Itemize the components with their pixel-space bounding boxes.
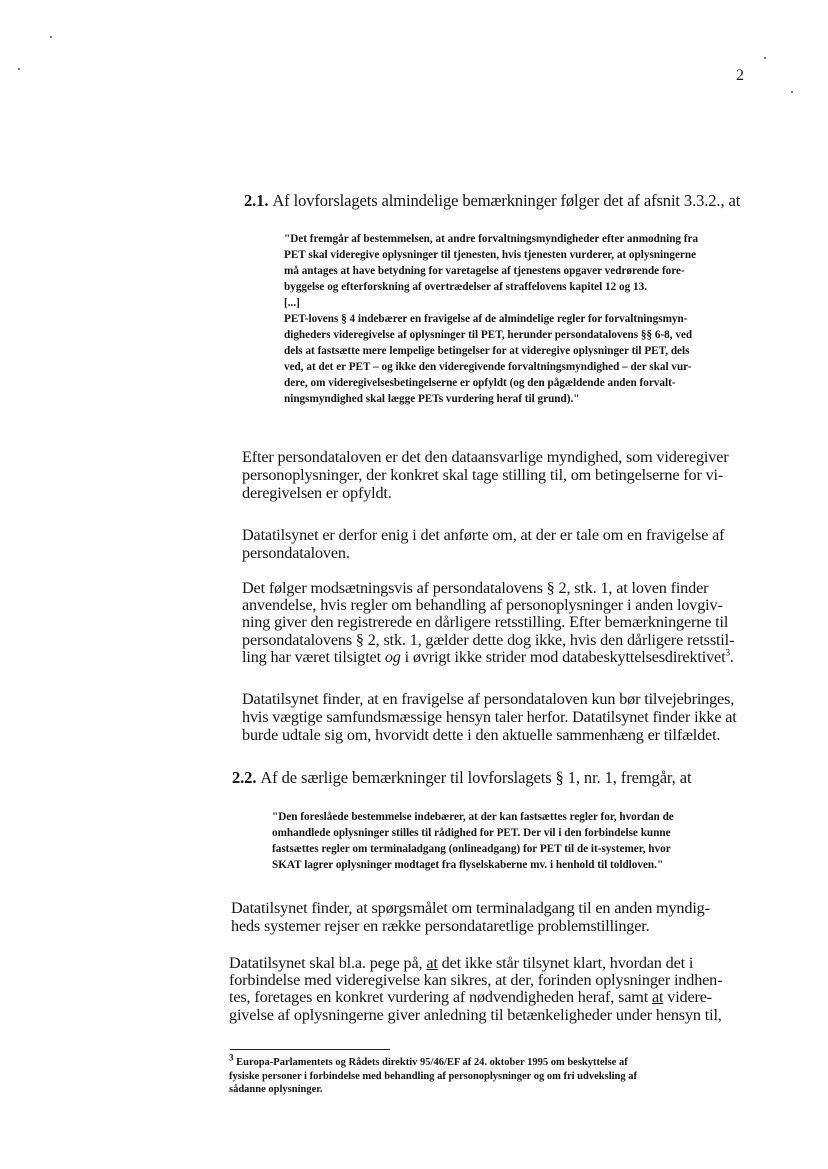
footnote-line: sådanne oplysninger. — [229, 1084, 323, 1095]
footnote-reference[interactable]: 3 — [725, 647, 730, 658]
paragraph-line: hvis vægtige samfundsmæssige hensyn taler herfor. Datatilsynet finder ikke at — [242, 707, 737, 726]
quote-line: dere, om videregivelsesbetingelserne er opfyldt (og den pågældende anden forvalt- — [284, 377, 676, 389]
footnote-line: fysiske personer i forbindelse med behandling af personoplysninger og om fri udveksling af — [229, 1070, 637, 1082]
scan-speck — [764, 57, 766, 59]
text-run: ling har været tilsigtet — [242, 647, 385, 666]
italic-text: og — [384, 647, 401, 666]
quote-line: [...] — [284, 297, 300, 309]
paragraph-line: Datatilsynet finder, at spørgsmålet om terminaladgang til en anden myndig- — [231, 899, 710, 917]
paragraph-line: heds systemer rejser en række persondataretlige problemstillinger. — [231, 916, 650, 935]
paragraph-line: Det følger modsætningsvis af persondatalovens § 2, stk. 1, at loven finder — [242, 579, 709, 597]
text-run: videre- — [663, 988, 713, 1007]
page-number: 2 — [736, 67, 744, 84]
quote-block-2-1 — [284, 231, 756, 407]
footnote-text: Europa-Parlamentets og Rådets direktiv 95/46/EF af 24. oktober 1995 om beskyttelse af — [233, 1057, 628, 1068]
paragraph-4 — [242, 691, 738, 744]
quote-line: digheders videregivelse af oplysninger til PET, herunder persondatalovens §§ 6-8, ved — [284, 329, 693, 341]
paragraph-line: deregivelsen er opfyldt. — [242, 483, 392, 502]
quote-line: fastsættes regler om terminaladgang (onlineadgang) for PET til de it-systemer, hvor — [272, 843, 671, 855]
section-number: 2.2. — [232, 768, 257, 787]
paragraph-line — [229, 989, 725, 1006]
paragraph-line: Efter persondataloven er det den dataansvarlige myndighed, som videregiver — [242, 448, 729, 466]
paragraph-line: personoplysninger, der konkret skal tage stilling til, om betingelserne for vi- — [242, 465, 724, 484]
paragraph-line — [242, 649, 738, 666]
quote-line: ved, at det er PET – og ikke den videregivende forvaltningsmyndighed – der skal vur- — [284, 361, 692, 373]
paragraph-line: Datatilsynet er derfor enig i det anførte om, at der er tale om en fravigelse af — [242, 526, 725, 544]
quote-line: PET-lovens § 4 indebærer en fravigelse af de almindelige regler for forvaltningsmyn- — [284, 313, 688, 325]
paragraph-line: givelse af oplysningerne giver anledning til betænkeligheder under hensyn til, — [229, 1005, 722, 1024]
paragraph-line: burde udtale sig om, hvorvidt dette i den aktuelle sammenhæng er tilfældet. — [242, 725, 721, 744]
quote-line: SKAT lagrer oplysninger modtaget fra flyselskaberne mv. i henhold til toldloven." — [272, 859, 664, 871]
section-2-2-heading — [232, 768, 752, 788]
text-run: tes, foretages en konkret vurdering af nødvendigheden heraf, samt — [229, 988, 652, 1007]
paragraph-line: persondataloven. — [242, 543, 350, 562]
paragraph-line — [229, 955, 725, 972]
text-run: . — [729, 647, 734, 666]
scan-speck — [18, 68, 20, 70]
section-heading-text: Af de særlige bemærkninger til lovforslagets § 1, nr. 1, fremgår, at — [260, 768, 692, 787]
quote-line: PET skal videregive oplysninger til tjenesten, hvis tjenesten vurderer, at oplysningerne — [284, 249, 697, 261]
scan-speck — [50, 36, 52, 38]
footnote-divider — [230, 1049, 390, 1050]
paragraph-line: Datatilsynet finder, at en fravigelse af persondataloven kun bør tilvejebringes, — [242, 690, 735, 708]
quote-line: "Det fremgår af bestemmelsen, at andre forvaltningsmyndigheder efter anmodning fra — [284, 233, 699, 245]
underlined-text: at — [426, 954, 438, 972]
paragraph-3 — [242, 580, 738, 666]
scan-speck — [791, 91, 793, 93]
text-run: Datatilsynet skal bl.a. pege på, — [229, 954, 427, 972]
paragraph-line: ning giver den registrerede en dårligere retsstilling. Efter bemærkningerne til — [242, 613, 729, 632]
paragraph-5 — [231, 900, 727, 936]
footnote-marker: 3 — [229, 1052, 234, 1063]
paragraph-line: anvendelse, hvis regler om behandling af personoplysninger i anden lovgiv- — [242, 596, 723, 615]
underlined-text: at — [651, 988, 664, 1007]
quote-line: må antages at have betydning for varetagelse af tjenestens opgaver vedrørende fore- — [284, 265, 685, 277]
quote-line: ningsmyndighed skal lægge PETs vurdering heraf til grund)." — [284, 393, 580, 405]
text-run: i øvrigt ikke strider mod databeskyttelsesdirektivet — [400, 647, 726, 666]
footnote-line — [229, 1052, 729, 1070]
paragraph-6 — [229, 955, 725, 1024]
text-run: det ikke står tilsynet klart, hvordan det i — [437, 954, 694, 972]
paragraph-2 — [242, 527, 738, 563]
quote-block-2-2 — [272, 809, 744, 873]
paragraph-line: persondatalovens § 2, stk. 1, gælder dette dog ikke, hvis den dårligere retsstil- — [242, 630, 735, 649]
quote-line: dels at fastsætte mere lempelige betingelser for at videregive oplysninger til PET, dels — [284, 345, 690, 357]
quote-line: "Den foreslåede bestemmelse indebærer, at der kan fastsættes regler for, hvordan de — [272, 811, 674, 823]
section-2-1-heading — [244, 191, 764, 211]
section-heading-text: Af lovforslagets almindelige bemærkninger følger det af afsnit 3.3.2., at — [272, 191, 741, 210]
paragraph-line: forbindelse med videregivelse kan sikres, at der, forinden oplysninger indhen- — [229, 971, 723, 990]
quote-line: omhandlede oplysninger stilles til rådighed for PET. Der vil i den forbindelse kunne — [272, 827, 671, 839]
paragraph-1 — [242, 449, 738, 502]
quote-line: byggelse og efterforskning af overtrædelser af straffelovens kapitel 12 og 13. — [284, 281, 648, 293]
footnote — [229, 1052, 729, 1097]
section-number: 2.1. — [244, 191, 269, 210]
